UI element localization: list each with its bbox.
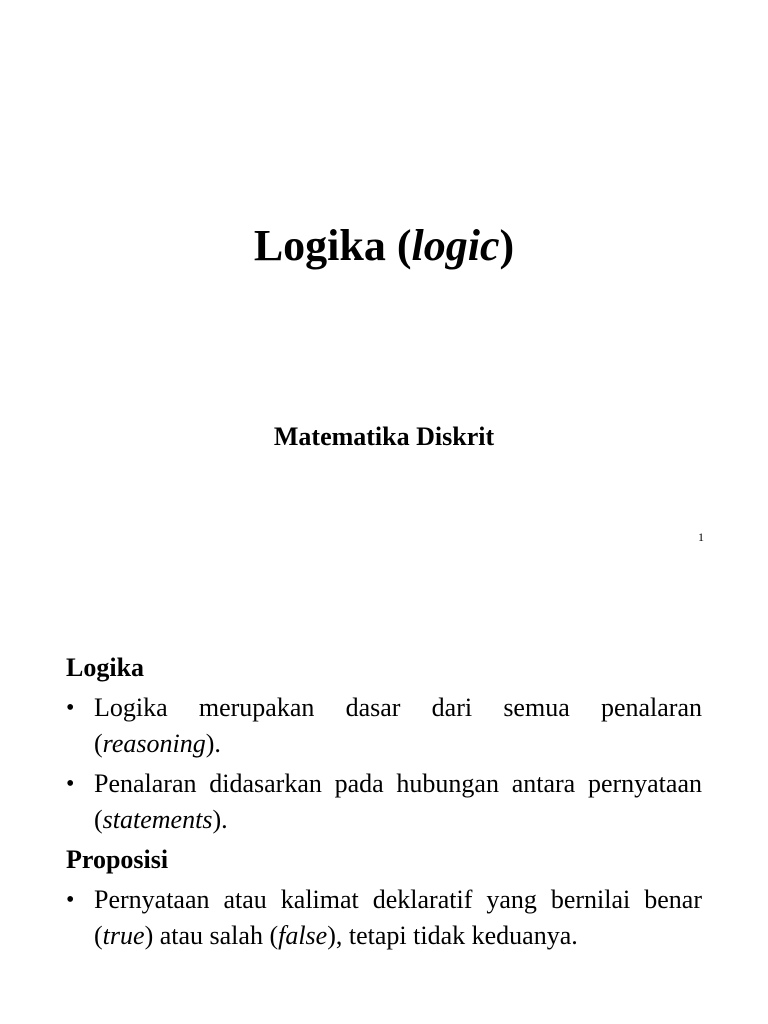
section-heading-logika: Logika: [66, 653, 145, 682]
bullet-text-end: ), tetapi tidak keduanya.: [327, 921, 578, 950]
slide-content: [0, 590, 768, 1024]
bullet-italic-text: reasoning: [102, 729, 206, 758]
bullet-text: Penalaran didasarkan pada hubungan antara pernyataan (: [94, 769, 702, 834]
bullet-icon: •: [66, 887, 75, 913]
bullet-text-end: ).: [212, 805, 228, 834]
slide-title-heading: [0, 218, 768, 274]
bullet-text: Pernyataan atau kalimat deklaratif yang bernilai benar (: [94, 885, 702, 950]
section-heading-proposisi: Proposisi: [66, 845, 169, 874]
slide-subtitle: Matematika Diskrit: [273, 422, 495, 451]
bullet-italic-text: statements: [102, 805, 213, 834]
list-item: [66, 766, 702, 838]
bullet-italic-true: true: [102, 921, 145, 950]
list-item: [66, 882, 702, 954]
bullet-text-end: ).: [205, 729, 221, 758]
page-number: 1: [698, 530, 704, 544]
bullet-icon: •: [66, 771, 75, 797]
title-main-text: Logika (: [253, 221, 412, 270]
bullet-text-middle: ) atau salah (: [144, 921, 279, 950]
bullet-text: Logika merupakan dasar dari semua penalaran (: [94, 693, 702, 758]
bullet-italic-false: false: [278, 921, 328, 950]
title-italic-text: logic: [411, 221, 500, 270]
list-item: [66, 690, 702, 762]
title-end-text: ): [499, 221, 515, 270]
bullet-icon: •: [66, 695, 75, 721]
slide-body: [66, 650, 702, 958]
